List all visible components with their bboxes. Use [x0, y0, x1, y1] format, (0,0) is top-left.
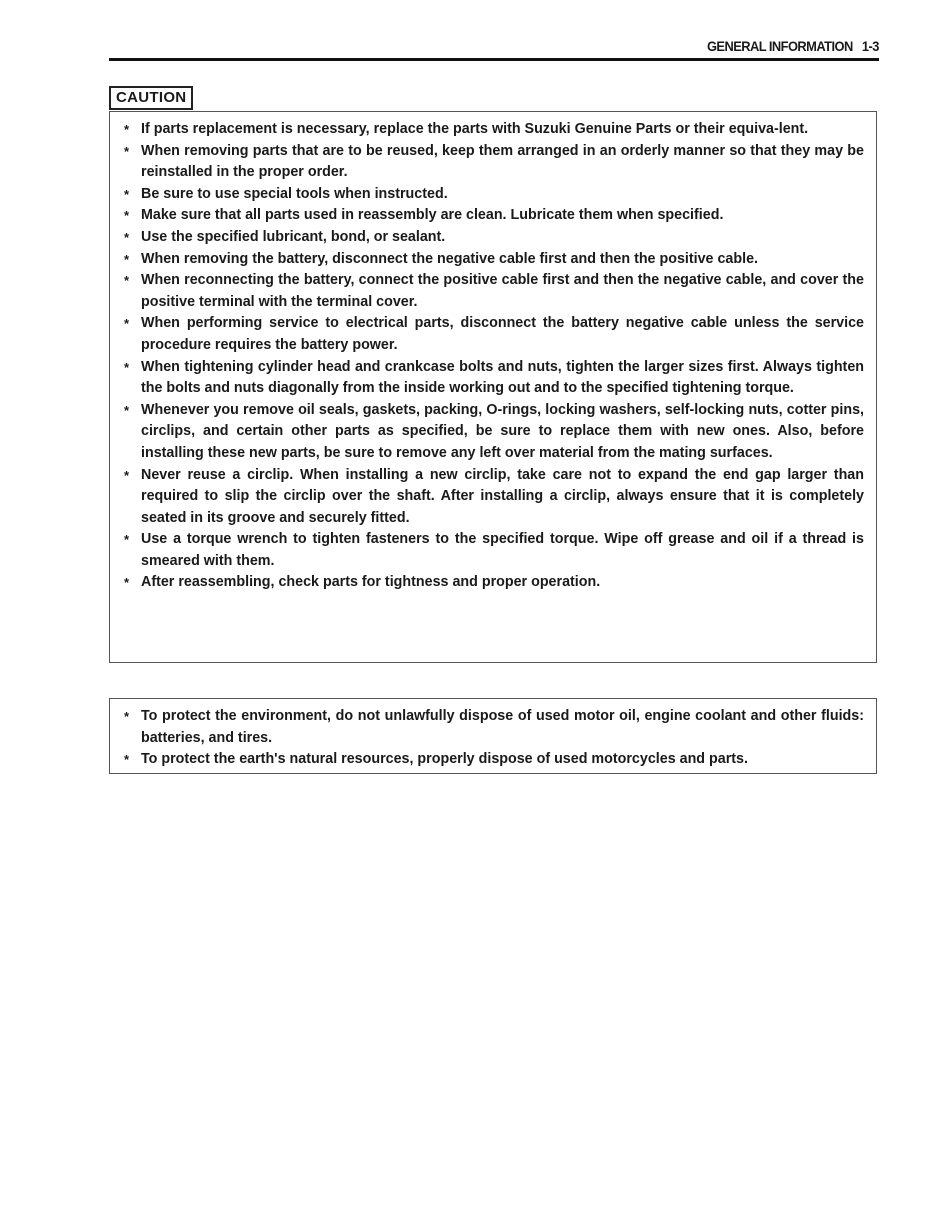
bullet-star-icon: * [124, 532, 130, 548]
header-text [707, 38, 879, 54]
bullet-star-icon: * [124, 575, 130, 591]
caution-item-text: After reassembling, check parts for tightness and proper operation. [141, 574, 601, 591]
caution-item [124, 119, 864, 141]
caution-label: CAUTION [109, 86, 193, 110]
environment-item [124, 749, 864, 771]
caution-item-text: Be sure to use special tools when instructed. [141, 185, 448, 202]
caution-item [124, 141, 864, 184]
section-title: GENERAL INFORMATION [707, 38, 853, 54]
caution-item [124, 465, 864, 530]
caution-item [124, 227, 864, 249]
bullet-star-icon: * [124, 752, 130, 768]
caution-item-text: Make sure that all parts used in reassembly are clean. Lubricate them when specified. [141, 207, 724, 224]
caution-item [124, 313, 864, 356]
caution-box [109, 111, 877, 663]
caution-item [124, 184, 864, 206]
caution-item-text: Never reuse a circlip. When installing a new circlip, take care not to expand the end gap larger than required to slip the circlip over the shaft. After installing a circlip, always ensure that it is completely seated in its groove and securely fitted. [141, 466, 864, 526]
environment-item-text: To protect the environment, do not unlawfully dispose of used motor oil, engine coolant and other fluids: batteries, and tires. [141, 708, 864, 746]
caution-list [124, 119, 864, 594]
bullet-star-icon: * [124, 251, 130, 267]
caution-item [124, 529, 864, 572]
bullet-star-icon: * [124, 467, 130, 483]
caution-item [124, 249, 864, 271]
bullet-star-icon: * [124, 186, 130, 202]
caution-item [124, 572, 864, 594]
caution-item-text: When removing parts that are to be reused, keep them arranged in an orderly manner so that they may be reinstalled in the proper order. [141, 142, 864, 181]
caution-item-text: Whenever you remove oil seals, gaskets, packing, O-rings, locking washers, self-locking nuts, cotter pins, circlips, and certain other parts as specified, be sure to replace them with new ones. Also, before installing these new parts, be sure to remove any left over material from the mating surfaces. [141, 401, 864, 461]
bullet-star-icon: * [124, 709, 130, 724]
caution-item [124, 400, 864, 465]
page-number: 1-3 [862, 38, 879, 54]
caution-item-text: When tightening cylinder head and crankcase bolts and nuts, tighten the larger sizes first. Always tighten the bolts and nuts diagonally from the inside working out and to the specified tightening torque. [141, 358, 864, 397]
environment-item-text: To protect the earth's natural resources, properly dispose of used motorcycles and parts. [141, 751, 748, 768]
caution-item [124, 270, 864, 313]
caution-item-text: If parts replacement is necessary, replace the parts with Suzuki Genuine Parts or their equiva-lent. [141, 121, 809, 137]
caution-item-text: When reconnecting the battery, connect the positive cable first and then the negative cable, and cover the positive terminal with the terminal cover. [141, 272, 864, 310]
caution-item [124, 357, 864, 400]
caution-item-text: Use a torque wrench to tighten fasteners to the specified torque. Wipe off grease and oil if a thread is smeared with them. [141, 531, 864, 569]
bullet-star-icon: * [124, 208, 130, 224]
caution-item-text: When performing service to electrical parts, disconnect the battery negative cable unless the service procedure requires the battery power. [141, 315, 864, 353]
bullet-star-icon: * [124, 122, 130, 137]
environment-item [124, 706, 864, 749]
environment-list [124, 706, 864, 771]
caution-item-text: Use the specified lubricant, bond, or sealant. [141, 228, 446, 245]
bullet-star-icon: * [124, 402, 130, 418]
caution-item [124, 205, 864, 227]
bullet-star-icon: * [124, 143, 130, 159]
environment-box [109, 698, 877, 774]
bullet-star-icon: * [124, 229, 130, 245]
bullet-star-icon: * [124, 273, 130, 289]
bullet-star-icon: * [124, 316, 130, 332]
page-header [109, 34, 879, 61]
bullet-star-icon: * [124, 359, 130, 375]
caution-item-text: When removing the battery, disconnect the negative cable first and then the positive cable. [141, 250, 759, 267]
